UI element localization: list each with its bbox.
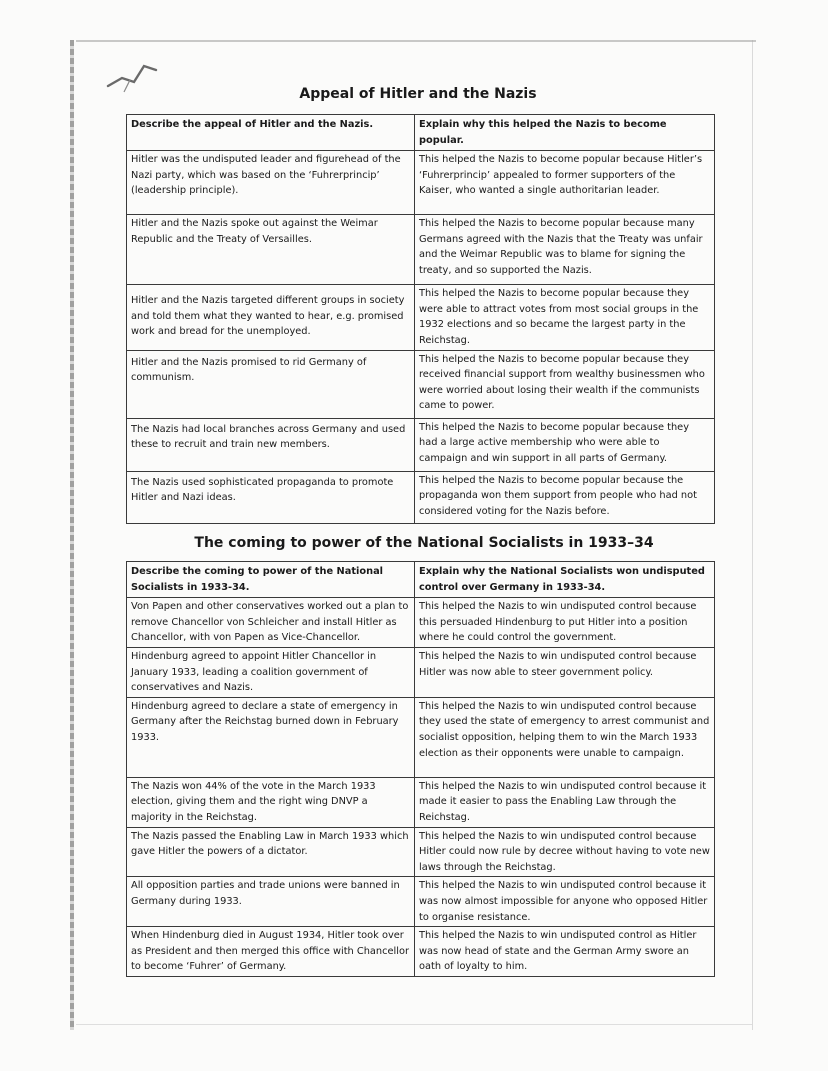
- table-cell: Hitler and the Nazis spoke out against the Weimar Republic and the Treaty of Versailles.: [127, 215, 415, 285]
- table-cell: Hitler and the Nazis promised to rid Germany of communism.: [127, 350, 415, 418]
- table-cell: This helped the Nazis to win undisputed control because this persuaded Hindenburg to put Hitler into a position where he could control the government.: [415, 598, 715, 648]
- table-row: [127, 215, 715, 285]
- table-cell: Von Papen and other conservatives worked out a plan to remove Chancellor von Schleicher and install Hitler as Chancellor, with von Papen as Vice-Chancellor.: [127, 598, 415, 648]
- table-cell: This helped the Nazis to become popular because they were able to attract votes from most social groups in the 1932 elections and so became the largest party in the Reichstag.: [415, 285, 715, 350]
- table-cell: When Hindenburg died in August 1934, Hitler took over as President and then merged this office with Chancellor to become ‘Fuhrer’ of Germany.: [127, 927, 415, 977]
- table-row: [127, 877, 715, 927]
- table-cell: This helped the Nazis to win undisputed control because Hitler could now rule by decree without having to vote new laws through the Reichstag.: [415, 827, 715, 877]
- column-header: Describe the appeal of Hitler and the Nazis.: [127, 115, 415, 151]
- table-row: [127, 827, 715, 877]
- table-cell: Hindenburg agreed to appoint Hitler Chancellor in January 1933, leading a coalition government of conservatives and Nazis.: [127, 647, 415, 697]
- table-row: [127, 350, 715, 418]
- column-header: Explain why this helped the Nazis to become popular.: [415, 115, 715, 151]
- coming-to-power-table: [126, 561, 715, 977]
- table-cell: The Nazis passed the Enabling Law in March 1933 which gave Hitler the powers of a dictator.: [127, 827, 415, 877]
- table-row: [127, 151, 715, 215]
- table-cell: This helped the Nazis to become popular because many Germans agreed with the Nazis that the Treaty was unfair and the Weimar Republic was to blame for signing the treaty, and so supported the Nazis.: [415, 215, 715, 285]
- appeal-table: [126, 114, 715, 524]
- table-cell: Hindenburg agreed to declare a state of emergency in Germany after the Reichstag burned down in February 1933.: [127, 697, 415, 777]
- table-cell: This helped the Nazis to become popular because the propaganda won them support from people who had not considered voting for the Nazis before.: [415, 471, 715, 523]
- table-cell: All opposition parties and trade unions were banned in Germany during 1933.: [127, 877, 415, 927]
- table-header-row: [127, 562, 715, 598]
- table-cell: This helped the Nazis to win undisputed control because they used the state of emergency to arrest communist and socialist opposition, helping them to win the March 1933 election as their opponents were unable to campaign.: [415, 697, 715, 777]
- table-row: [127, 697, 715, 777]
- table-row: [127, 927, 715, 977]
- table-cell: Hitler and the Nazis targeted different groups in society and told them what they wanted to hear, e.g. promised work and bread for the unemployed.: [127, 285, 415, 350]
- page-top-edge: [76, 40, 756, 42]
- page-bottom-edge: [76, 1024, 752, 1025]
- table-cell: This helped the Nazis to win undisputed control because Hitler was now able to steer government policy.: [415, 647, 715, 697]
- section2-title: The coming to power of the National Socialists in 1933–34: [194, 535, 654, 551]
- table-cell: This helped the Nazis to become popular because Hitler’s ‘Fuhrerprincip’ appealed to former supporters of the Kaiser, who wanted a single authoritarian leader.: [415, 151, 715, 215]
- column-header: Explain why the National Socialists won undisputed control over Germany in 1933-34.: [415, 562, 715, 598]
- table-cell: The Nazis had local branches across Germany and used these to recruit and train new members.: [127, 418, 415, 471]
- table-cell: This helped the Nazis to win undisputed control as Hitler was now head of state and the German Army swore an oath of loyalty to him.: [415, 927, 715, 977]
- table-cell: This helped the Nazis to win undisputed control because it made it easier to pass the Enabling Law through the Reichstag.: [415, 777, 715, 827]
- table-cell: This helped the Nazis to become popular because they received financial support from wealthy businessmen who were worried about losing their wealth if the communists came to power.: [415, 350, 715, 418]
- table-cell: Hitler was the undisputed leader and figurehead of the Nazi party, which was based on the ‘Fuhrerprincip’ (leadership principle).: [127, 151, 415, 215]
- table-cell: This helped the Nazis to become popular because they had a large active membership who were able to campaign and win support in all parts of Germany.: [415, 418, 715, 471]
- table-row: [127, 418, 715, 471]
- table-cell: This helped the Nazis to win undisputed control because it was now almost impossible for anyone who opposed Hitler to organise resistance.: [415, 877, 715, 927]
- table-header-row: [127, 115, 715, 151]
- column-header: Describe the coming to power of the National Socialists in 1933-34.: [127, 562, 415, 598]
- table-cell: The Nazis won 44% of the vote in the March 1933 election, giving them and the right wing DNVP a majority in the Reichstag.: [127, 777, 415, 827]
- table-row: [127, 285, 715, 350]
- table-row: [127, 471, 715, 523]
- table-row: [127, 598, 715, 648]
- table-row: [127, 777, 715, 827]
- table-row: [127, 647, 715, 697]
- section1-title: Appeal of Hitler and the Nazis: [299, 86, 537, 102]
- table-cell: The Nazis used sophisticated propaganda to promote Hitler and Nazi ideas.: [127, 471, 415, 523]
